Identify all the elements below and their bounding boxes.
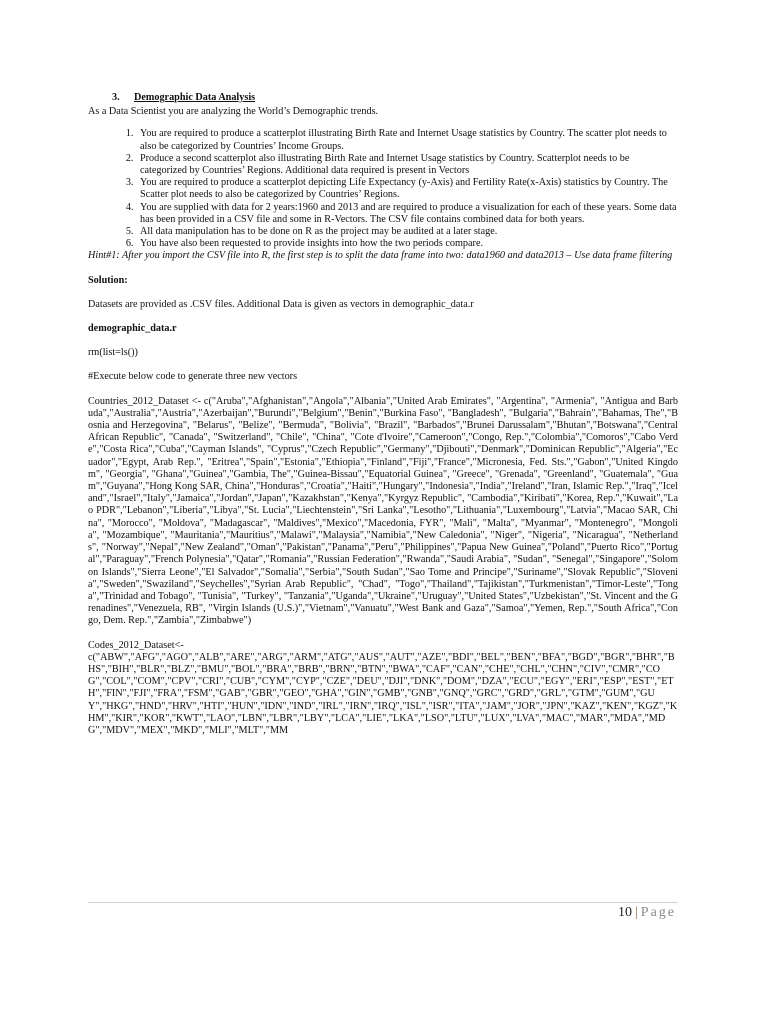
page-separator: | xyxy=(634,905,638,920)
page-word: Page xyxy=(640,905,676,920)
task-item: 5. All data manipulation has to be done on R as the project may be audited at a later stage. xyxy=(136,226,678,238)
page-footer xyxy=(618,905,676,921)
task-list xyxy=(88,128,678,250)
rm-code-line: rm(list=ls()) xyxy=(88,347,138,359)
footer-divider xyxy=(88,902,678,903)
codes-vector-label: Codes_2012_Dataset<- xyxy=(88,639,184,651)
comment-code-line: #Execute below code to generate three new vectors xyxy=(88,371,298,383)
section-intro: As a Data Scientist you are analyzing the World’s Demographic trends. xyxy=(88,106,379,118)
file-name-heading: demographic_data.r xyxy=(88,323,177,335)
solution-heading: Solution: xyxy=(88,274,128,286)
section-heading xyxy=(112,92,678,104)
task-item: 1. You are required to produce a scatterplot illustrating Birth Rate and Internet Usage statistics by Country. The scatter plot needs to also be categorized by Countries’ Income Groups. xyxy=(136,128,678,152)
countries-vector-code: Countries_2012_Dataset <- c("Aruba","Afghanistan","Angola","Albania","United Arab Emirates", "Argentina", "Armenia", "Antigua and Barbuda","Australia","Austria","Azerbaijan","Burundi","Belgium","Benin","Burkina Faso", "Bangladesh", "Bulgaria","Bahrain","Bahamas, The","Bosnia and Herzegovina", "Belarus", "Belize", "Bermuda", "Bolivia", "Brazil", "Barbados","Brunei Darussalam","Bhutan","Botswana","Central African Republic", "Canada", "Switzerland", "Chile", "China", "Cote d'Ivoire","Cameroon","Congo, Rep.","Colombia","Comoros","Cabo Verde","Costa Rica","Cuba","Cayman Islands", "Cyprus","Czech Republic","Germany","Djibouti","Denmark","Dominican Republic","Algeria","Ecuador","Egypt, Arab Rep.", "Eritrea","Spain","Estonia","Ethiopia","Finland","Fiji","France","Micronesia, Fed. Sts.","Gabon","United Kingdom", "Georgia", "Ghana","Guinea","Gambia, The","Guinea-Bissau","Equatorial Guinea", "Greece", "Grenada", "Greenland", "Guatemala", "Guam","Guyana","Hong Kong SAR, China","Honduras","Croatia","Haiti","Hungary","Indonesia","India","Ireland","Iran, Islamic Rep.","Iraq","Iceland","Israel","Italy","Jamaica","Jordan","Japan","Kazakhstan","Kenya","Kyrgyz Republic", "Cambodia","Kiribati","Korea, Rep.","Kuwait","Lao PDR","Lebanon","Liberia","Libya","St. Lucia","Liechtenstein","Sri Lanka","Lesotho","Lithuania","Luxembourg","Latvia","Macao SAR, China", "Morocco", "Moldova", "Madagascar", "Maldives","Mexico","Macedonia, FYR", "Mali", "Malta", "Myanmar", "Montenegro", "Mongolia", "Mozambique", "Mauritania","Mauritius","Malawi","Malaysia","Namibia","New Caledonia", "Niger", "Nigeria", "Nicaragua", "Netherlands", "Norway","Nepal","New Zealand","Oman","Pakistan","Panama","Peru","Philippines","Papua New Guinea","Poland","Puerto Rico","Portugal","Paraguay","French Polynesia","Qatar","Romania","Russian Federation","Rwanda","Saudi Arabia", "Sudan", "Senegal","Singapore","Solomon Islands","Sierra Leone","El Salvador","Somalia","Serbia","South Sudan","Sao Tome and Principe","Suriname","Slovak Republic","Slovenia","Sweden","Swaziland","Seychelles","Syrian Arab Republic", "Chad", "Togo","Thailand","Tajikistan","Turkmenistan","Timor-Leste","Tonga","Trinidad and Tobago", "Tunisia", "Turkey", "Tanzania","Uganda","Ukraine","Uruguay","United States","Uzbekistan","St. Vincent and the Grenadines","Venezuela, RB", "Virgin Islands (U.S.)","Vietnam","Vanuatu","West Bank and Gaza","Samoa","Yemen, Rep.","South Africa","Congo, Dem. Rep.","Zambia","Zimbabwe") xyxy=(88,395,679,627)
datasets-text: Datasets are provided as .CSV files. Additional Data is given as vectors in demographic_data.r xyxy=(88,298,474,310)
section-title: Demographic Data Analysis xyxy=(134,92,256,103)
task-item: 6. You have also been requested to provide insights into how the two periods compare. xyxy=(136,238,678,250)
task-item: 2. Produce a second scatterplot also illustrating Birth Rate and Internet Usage statistics by Country. Scatterplot needs to be categorized by Countries’ Regions. Additional data required is present in Vectors xyxy=(136,153,678,177)
section-number: 3. xyxy=(112,92,120,103)
codes-vector-code: c("ABW","AFG","AGO","ALB","ARE","ARG","ARM","ATG","AUS","AUT","AZE","BDI","BEL","BEN","BFA","BGD","BGR","BHR","BHS","BIH","BLR","BLZ","BMU","BOL","BRA","BRB","BRN","BTN","BWA","CAF","CAN","CHE","CHL","CHN","CIV","CMR","COG","COL","COM","CPV","CRI","CUB","CYM","CYP","CZE","DEU","DJI","DNK","DOM","DZA","ECU","EGY","ERI","ESP","EST","ETH","FIN","FJI","FRA","FSM","GAB","GBR","GEO","GHA","GIN","GMB","GNB","GNQ","GRC","GRD","GRL","GTM","GUM","GUY","HKG","HND","HRV","HTI","HUN","IDN","IND","IRL","IRN","IRQ","ISL","ISR","ITA","JAM","JOR","JPN","KAZ","KEN","KGZ","KHM","KIR","KOR","KWT","LAO","LBN","LBR","LBY","LCA","LIE","LKA","LSO","LTU","LUX","LVA","MAC","MAR","MDA","MDG","MDV","MEX","MKD","MLI","MLT","MM xyxy=(88,651,678,736)
document-page xyxy=(88,92,678,737)
task-item: 4. You are supplied with data for 2 years:1960 and 2013 and are required to produce a visualization for each of these years. Some data has been provided in a CSV file and some in R-Vectors. The CSV file contains combined data for both years. xyxy=(136,202,678,226)
hint-text: Hint#1: After you import the CSV file into R, the first step is to split the data frame into two: data1960 and data2013 – Use data frame filtering xyxy=(88,250,673,262)
task-item: 3. You are required to produce a scatterplot depicting Life Expectancy (y-Axis) and Fertility Rate(x-Axis) statistics by Country. The Scatter plot needs to also be categorized by Countries’ Regions. xyxy=(136,177,678,201)
page-number: 10 xyxy=(617,905,632,920)
